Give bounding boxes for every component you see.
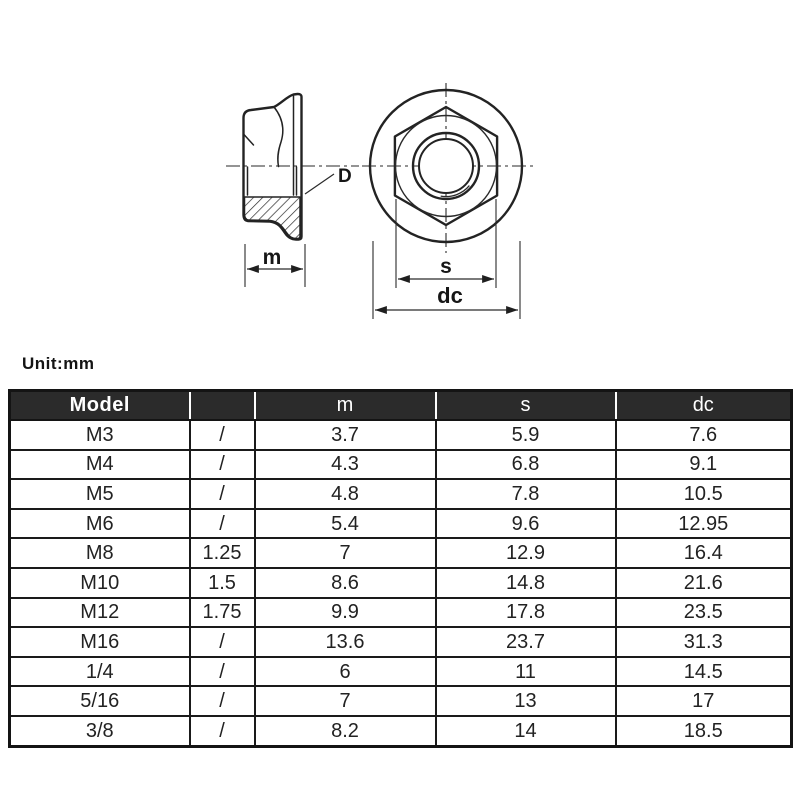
pitch-cell: /	[190, 450, 255, 480]
table-row	[10, 479, 792, 509]
model-cell: M4	[10, 450, 190, 480]
m-cell: 13.6	[255, 627, 436, 657]
dc-cell: 10.5	[616, 479, 792, 509]
column-header: dc	[616, 391, 792, 421]
table-row	[10, 657, 792, 687]
model-cell: M3	[10, 420, 190, 450]
column-header: s	[436, 391, 616, 421]
table-row	[10, 450, 792, 480]
side-view	[226, 94, 359, 287]
s-cell: 12.9	[436, 538, 616, 568]
s-cell: 23.7	[436, 627, 616, 657]
dc-cell: 14.5	[616, 657, 792, 687]
unit-label: Unit:mm	[22, 354, 95, 373]
dc-cell: 21.6	[616, 568, 792, 598]
table-row	[10, 598, 792, 628]
dc-cell: 23.5	[616, 598, 792, 628]
column-header	[190, 391, 255, 421]
table-row	[10, 716, 792, 746]
table-header-row	[10, 391, 792, 421]
table-row	[10, 627, 792, 657]
table-row	[10, 509, 792, 539]
s-cell: 11	[436, 657, 616, 687]
pitch-cell: 1.5	[190, 568, 255, 598]
m-cell: 5.4	[255, 509, 436, 539]
s-cell: 6.8	[436, 450, 616, 480]
s-cell: 17.8	[436, 598, 616, 628]
hatch-section	[245, 197, 301, 239]
pitch-cell: /	[190, 479, 255, 509]
model-cell: M10	[10, 568, 190, 598]
dc-cell: 7.6	[616, 420, 792, 450]
table-row	[10, 538, 792, 568]
dc-label: dc	[437, 283, 463, 308]
d-leader-line	[305, 174, 334, 194]
pitch-cell: 1.75	[190, 598, 255, 628]
m-cell: 8.6	[255, 568, 436, 598]
s-cell: 9.6	[436, 509, 616, 539]
hex-facet-curve	[274, 107, 283, 167]
dc-cell: 31.3	[616, 627, 792, 657]
corner-chamfer-line	[244, 134, 254, 145]
m-cell: 4.8	[255, 479, 436, 509]
m-cell: 4.3	[255, 450, 436, 480]
pitch-cell: /	[190, 657, 255, 687]
model-cell: M6	[10, 509, 190, 539]
dc-cell: 18.5	[616, 716, 792, 746]
bore-circle	[419, 139, 473, 193]
s-label: s	[440, 255, 452, 278]
table-row	[10, 420, 792, 450]
spec-table	[8, 389, 793, 748]
dc-cell: 16.4	[616, 538, 792, 568]
pitch-cell: /	[190, 627, 255, 657]
m-cell: 7	[255, 686, 436, 716]
pitch-cell: /	[190, 420, 255, 450]
m-cell: 9.9	[255, 598, 436, 628]
flange-nut-drawing	[0, 0, 800, 350]
m-label: m	[262, 246, 282, 269]
table-row	[10, 686, 792, 716]
model-cell: M12	[10, 598, 190, 628]
dc-cell: 12.95	[616, 509, 792, 539]
m-cell: 8.2	[255, 716, 436, 746]
model-cell: M8	[10, 538, 190, 568]
d-label: D	[338, 166, 352, 187]
dc-cell: 17	[616, 686, 792, 716]
model-cell: 3/8	[10, 716, 190, 746]
s-cell: 5.9	[436, 420, 616, 450]
dc-cell: 9.1	[616, 450, 792, 480]
table-body	[10, 420, 792, 746]
column-header: Model	[10, 391, 190, 421]
s-cell: 14	[436, 716, 616, 746]
s-cell: 14.8	[436, 568, 616, 598]
m-cell: 3.7	[255, 420, 436, 450]
pitch-cell: 1.25	[190, 538, 255, 568]
model-cell: 1/4	[10, 657, 190, 687]
m-cell: 7	[255, 538, 436, 568]
column-header: m	[255, 391, 436, 421]
pitch-cell: /	[190, 509, 255, 539]
front-view	[362, 83, 533, 319]
pitch-cell: /	[190, 686, 255, 716]
model-cell: M5	[10, 479, 190, 509]
s-cell: 7.8	[436, 479, 616, 509]
model-cell: 5/16	[10, 686, 190, 716]
m-cell: 6	[255, 657, 436, 687]
model-cell: M16	[10, 627, 190, 657]
s-cell: 13	[436, 686, 616, 716]
pitch-cell: /	[190, 716, 255, 746]
table-row	[10, 568, 792, 598]
